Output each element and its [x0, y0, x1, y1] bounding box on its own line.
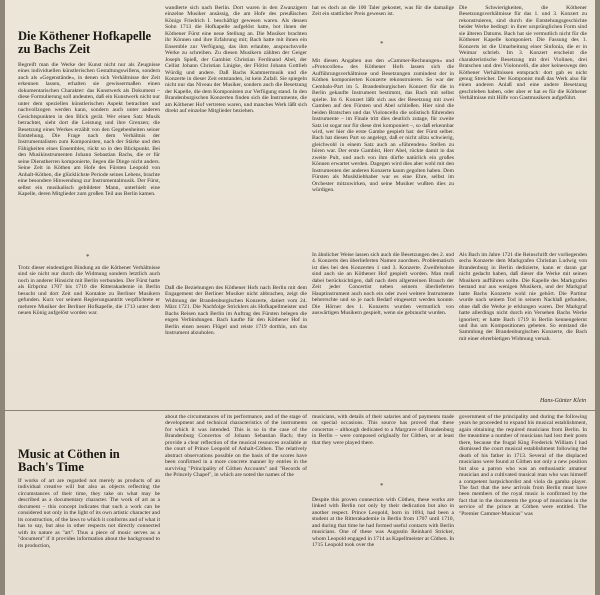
german-column-4b: [459, 252, 587, 397]
german-column-4: [459, 5, 587, 248]
english-title: Music at Cöthen in Bach's Time: [18, 447, 120, 474]
english-col1-text: If works of art are regarded not merely as products of an individual creative will but also as objects reflecting the circumstances of their time, they take on what may be described as a documentary character. The work of art as a document – this concept indicates that such a work can be considered not only in the light of its own artistic character and its construction, of the laws to which it conforms and of what it has to say, but also in other respects not directly connected with its nature as "art". Thus a piece of music serves as a "document" if it provides information about the background to its production,: [18, 478, 160, 549]
page-right-edge: [595, 0, 600, 595]
english-col4-text: government of the principality and during the following years he proceeded to expand his musical establishment, again obtaining the required musicians from Berlin. In the meantime a number of musicians had lost their posts there, because the frugal King Frederick William I had dismissed the court musical establishment following the death of his father in 1713. Several of the displaced musicians were found at Cöthen not only a new position but also a patron who was an enthusiastic amateur musician and a cultivated musical man who was himself a competent harpsichordist and viola da gamba player. The fact that the new arrivals from Berlin must have been members of the royal music is confirmed by the fact that in the documents the group of musicians in the service of the prince at Cöthen were entitled. The "Premier Cammer-Musicus" was: [459, 414, 587, 517]
english-column-3b: [312, 497, 454, 590]
german-title: Die Köthener Hofkapelle zu Bachs Zeit: [18, 29, 152, 56]
english-column-3: [312, 414, 454, 476]
german-col3b-text: In ähnlicher Weise lassen sich auch die Besetzungen des 2. und 4. Konzerts den überlieferten Namen zuordnen. Problematisch ist dies bei den Konzerten 1 und 3. Konzerte. Zweifelsohne sind auch sie an Köthener Hof gespielt worden. Man muß dabei berücksichtigen, daß nach dem allgemeinen Brauch der Zeit jeder Concertist neben seinem überlieferten Hauptinstrument auch noch ein oder zwei weitere Instrumente beherrschte und so je nach Bedarf eingesetzt werden konnte. Die Hörner des 1. Konzerts wurden vermutlich von auswärtigen Musikern gespielt, wenn sie gebraucht wurden.: [312, 252, 454, 317]
german-col4-text: Die Schwierigkeiten, die Köthener Besetzungsverhältnisse für das 1. und 3. Konzert zu rekonstruieren, sind durch die Entstehungsgeschichte beider Werke bedingt: in ihrer ursprünglichen Form sind sie älteren Datums. Bach hat sie vermutlich nicht für die Köthener Kapelle komponiert. Die Fassung des 1. Konzerts ist die Umarbeitung einer Sinfonia, die er in Weimar schrieb. Im 3. Konzert erscheint die charakteristische Besetzung mit drei Violinen, drei Bratschen und drei Violoncelli, die aber keineswegs den Köthener Verhältnissen entsprach: dort gab es nicht genug Streicher. Der Komponist muß das Werk also für einen anderen Anlaß und eine andere Besetzung geschrieben haben, oder aber er hat es für die Köthener Verhältnisse mit Hilfe von Gastmusikern aufgeführt.: [459, 5, 587, 102]
german-column-2b: [165, 285, 307, 405]
english-col3-text: musicians, with details of their salaries and of payments made on special occasions. This source has proved that these concertos – although dedicated to a Margrave of Brandenburg in Berlin – were composed originally for Cöthen, or at least that they were played there.: [312, 414, 454, 446]
german-col1b-text: Trotz dieser eindeutigen Bindung an die Köthener Verhältnisse sind sie nicht nur durch die Widmung sondern letztlich auch noch in anderer Hinsicht mit Berlin verbunden. Der Fürst hatte als Erbprinz 1707 bis 1710 die Ritterakademie in Berlin besucht und dort Zeit und Kontakte zu Berliner Musikern gefunden. Kurz vor seinem Regierungsantritt verpflichtete er mehrere Musiker der Berliner Hofkapelle, die 1713 unter dem neuen König aufgelöst worden war.: [18, 265, 160, 317]
german-column-3: [312, 58, 454, 248]
english-col2-text: about the circumstances of its performance, and of the stage of development and technical characteristics of the instruments for which it was intended. This is so in the case of the Brandenburg Concertos of Johann Sebastian Bach; they provide a clear reflection of the musical resources available at the court of Prince Leopold of Anhalt-Cöthen. The relatively abstract observations possible on the basis of the scores have been confirmed in a more concrete manner by entries in the surviving "Principality of Cöthen Accounts" and "Records of the Princely Chapel", in which are noted the names of the: [165, 414, 307, 479]
german-col1-text: Begreift man die Werke der Kunst nicht nur als Zeugnisse eines individuellen künstlerischen Gestaltungswillens, sondern auch als »Gegenstände«, in denen sich Verhältnisse der Zeit erkennen lassen, erhalten sie gewissermaßen einen dokumentarischen Charakter: das Kunstwerk als Dokument – diese Formulierung soll andeuten, daß ein Kunstwerk nicht nur unter dem speziellen künstlerischen Aspekt betrachtet und nachvollzogen werden kann, sondern auch unter anderen Gesichtspunkten in den Blick gerät. Wer einen Satz Musik betrachtet, sieht dort die Leistung und ihre Grenzen; die Besetzung eines Werkes erzählt von den Gegebenheiten seiner Entstehung. Die Frage nach dem Verhältnis der Instrumentalisten zum Komponisten, nach der Stärke und den Fähigkeiten eines Ensembles, rückt so in den Blickpunkt. Bei den Musikinstrumenten Johann Sebastian Bachs, die er für seine Dienstherren komponierte, liegen die Dinge nicht anders. Seine Zeit in Köthen am Hofe des Fürsten Leopold von Anhalt-Köthen, die glücklichste Periode seines Lebens, brachte eine besondere Hinwendung zur Instrumentalmusik. Der Fürst, selbst ein musikalisch gebildeter Mann, unterhielt eine Kapelle, deren Mitglieder zum großen Teil aus Berlin kamen.: [18, 62, 160, 198]
german-section-star-2: *: [380, 40, 384, 48]
german-column-1b: [18, 265, 160, 405]
german-column-3a: [312, 5, 454, 29]
english-column-2: [165, 414, 307, 590]
german-column-3b: [312, 252, 454, 405]
english-column-1: [18, 478, 160, 590]
german-column-1: [18, 62, 160, 252]
author-signature: Hans-Günter Klein: [540, 398, 587, 404]
german-column-2: [165, 5, 307, 283]
english-column-4: [459, 414, 587, 590]
german-col2b-text: Daß die Beziehungen des Köthener Hofs nach Berlin mit dem Engagement der Berliner Musiker nicht abbrachen, zeigt die Widmung der Brandenburgischen Konzerte, datiert vom 24. März 1721. Die Nachfolge Stricklers als Hofkapellmeister und Bachs Reisen nach Berlin im Auftrag des Fürsten belegen die engen Verbindungen. Bach kaufte für den Köthener Hof in Berlin einen neuen Flügel und reiste 1719 dorthin, um das Instrument abzuholen.: [165, 285, 307, 337]
english-section-star: *: [380, 482, 384, 490]
german-col2-text: wandlerte sich nach Berlin. Dort waren in den Zwanzigern einzelne Musiker ansässig, die am Hofe des preußischen Königs Friedrich I. beschäftigt gewesen waren. Als dessen Sohn 1713 die Hofkapelle aufgelöst hatte, bot ihnen der Köthener Fürst eine neue Stellung an. Die Musiker brachten ihr Können und ihre Erfahrung mit; Bach hatte mit ihnen ein Ensemble zur Verfügung, das ihm erlaubte, anspruchsvolle Werke zu schreiben. Zu diesen Musikern zählten der Geiger Joseph Spieß, der Gambist Christian Ferdinand Abel, der Cellist Johann Christian Linigke, der Flötist Johann Gottlieb Würdig und andere. Daß Bachs Kammermusik und die Konzerte in dieser Zeit entstanden, ist kein Zufall. Sie spiegeln nicht nur das Niveau der Musiker, sondern auch die Besetzung der Kapelle, die dem Komponisten zur Verfügung stand. In den Brandenburgischen Konzerten finden sich die Instrumente, die am Köthener Hof vertreten waren, und manches Werk läßt sich direkt auf einzelne Mitglieder beziehen.: [165, 5, 307, 115]
section-divider: [0, 410, 600, 411]
english-col3b-text: Despite this proven connection with Cöthen, these works are linked with Berlin not only by their dedication but also in another respect. Prince Leopold, born in 1694, had been a student at the Ritterakademie in Berlin from 1707 until 1710, and during that time he had formed useful contacts with Berlin musicians. One of these was Augustin Reinhard Stricker, whom Leopold engaged in 1714 as Kapellmeister at Cöthen. In 1715 Leopold took over the: [312, 497, 454, 549]
german-section-star-1: *: [86, 253, 90, 261]
german-col3-text: Mit diesen Angaben aus den »Cammer-Rechnungen« und »Protocollen« des Köthener Hofs lassen sich die Aufführungsverhältnisse und Besetzungen zumindest der in Köthen komponierten Konzerte rekonstruieren. So war der Cembalo-Part im 5. Brandenburgischen Konzert für die in Berlin gekaufte Instrument bestimmt, das Bach mit selbst spielte. Im 6. Konzert läßt sich aus der Besetzung mit zwei Gamben auf den Fürsten und Abel schließen. Hier sind die beiden Bratschen und das Violoncello die solistisch führenden Instrumente – im Finale tritt dies deutlich zutage, für zweite Satz ist sogar nur für diese drei komponiert –, so daß erkennbar wird, wer hier die erste Gambe gespielt hat: der Fürst selber. Bach hat diesen Part so angelegt, daß er nicht allzu schwierig, gleichwohl in einem Satz auch an »führenden« Stellen zu hören war. Der erste Gambist, Herr Abel, rückte damit in das zweite Pult, und auch von ihm dürfte natürlich ein großes Können erwartet werden. Dagegen wird dies aber wohl mit den Instrumenten der anderen Konzerte kaum gegolten haben. Dem Fürsten als Musikliebhaber war es eine Ehre, selbst im Orchester mitzuwirken, und seine Musiker wußten dies zu würdigen.: [312, 58, 454, 194]
page-left-edge: [0, 0, 5, 595]
german-col3a-text: hat es doch an die 100 Taler gekostet, was für die damalige Zeit ein stattlicher Preis gewesen ist.: [312, 5, 454, 18]
german-col4b-text: Als Bach im Jahre 1721 die Reinschrift der vorliegenden sechs Konzerte dem Markgrafen Christian Ludwig von Brandenburg in Berlin dedizierte, kann er daran gar nicht gedacht haben, daß dieser die Werke mit seinen Musikern aufführen sollte. Die Kapelle des Markgrafen bestand nur aus wenigen Musikern, und der Markgraf hatte Bachs Konzerte wohl nie gehört. Die Partitur wurde nach seinem Tod in seinem Nachlaß gefunden, ohne daß die Werke je erklungen waren. Der Markgraf hatte allerdings nicht durch ein Versehen Bachs Werke ignoriert; er hatte Bach 1719 in Berlin kennengelernt und ihn um Kompositionen gebeten. So entstand die Sammlung der Brandenburgischen Konzerte, die Bach mit einer ehrerbietigen Widmung versah.: [459, 252, 587, 342]
